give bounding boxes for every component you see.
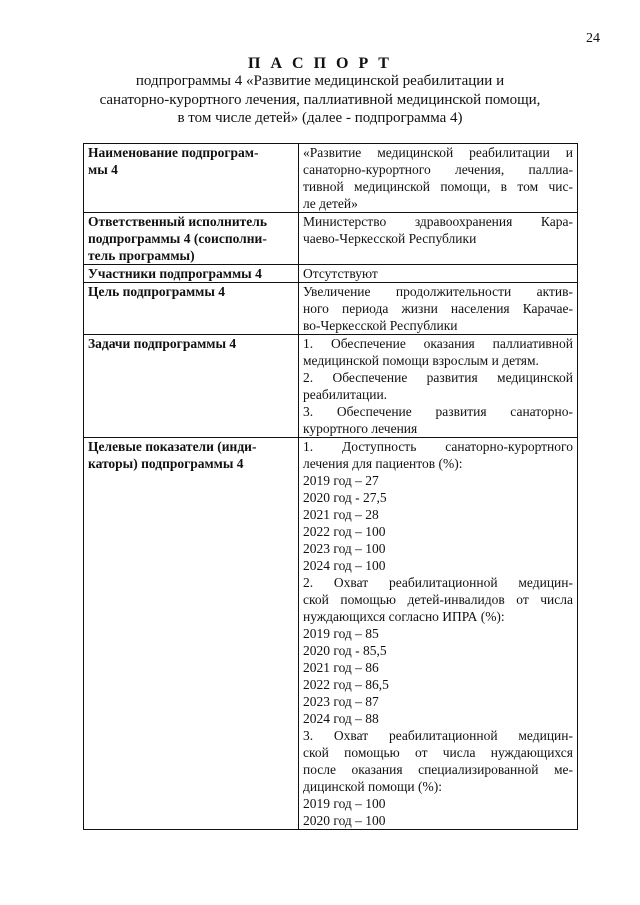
subtitle-line: подпрограммы 4 «Развитие медицинской реабилитации и (135, 73, 505, 89)
row-label-line: Цель подпрограммы 4 (88, 284, 226, 299)
row-value-cell (299, 335, 578, 438)
row-label-line: тель программы) (88, 248, 195, 263)
row-value-line: ле детей» (303, 196, 358, 211)
row-value-line: ного периода жизни населения Карачае- (303, 301, 573, 316)
row-value-line: 2023 год – 100 (303, 541, 386, 556)
row-value-line: курортного лечения (303, 421, 418, 436)
row-value-cell (299, 438, 578, 830)
row-value-line: дицинской помощи (%): (303, 779, 442, 794)
row-label-line: Задачи подпрограммы 4 (88, 336, 237, 351)
row-value-line: 3. Обеспечение развития санаторно- (303, 404, 573, 419)
row-label-cell (84, 265, 299, 283)
row-label-line: Ответственный исполнитель (88, 214, 267, 229)
row-value-line: тивной медицинской помощи, в том чис- (303, 179, 573, 194)
row-value-line: 2019 год – 85 (303, 626, 379, 641)
row-label-line: Участники подпрограммы 4 (88, 266, 262, 281)
row-value-line: медицинской помощи взрослым и детям. (303, 353, 539, 368)
row-value-line: 2023 год – 87 (303, 694, 379, 709)
row-value-line: 3. Охват реабилитационной медицин- (303, 728, 573, 743)
row-value-line: 2022 год – 86,5 (303, 677, 389, 692)
passport-table (83, 143, 578, 830)
row-value-line: реабилитации. (303, 387, 388, 402)
row-label-line: мы 4 (88, 162, 118, 177)
row-value-line: во-Черкесской Республики (303, 318, 458, 333)
row-value-cell (299, 283, 578, 335)
row-value-line: 2024 год – 100 (303, 558, 386, 573)
row-value-line: 2020 год - 85,5 (303, 643, 387, 658)
row-label-cell (84, 213, 299, 265)
row-label-line: подпрограммы 4 (соисполни- (88, 231, 267, 246)
row-value-line: санаторно-курортного лечения, паллиа- (303, 162, 573, 177)
row-value-line: нуждающихся согласно ИПРА (%): (303, 609, 505, 624)
subtitle-line: санаторно-курортного лечения, паллиативной медицинской помощи, (99, 91, 541, 108)
row-label-cell (84, 283, 299, 335)
row-value-line: 2019 год – 27 (303, 473, 379, 488)
row-value-line: ской помощью детей-инвалидов от числа (303, 592, 573, 607)
row-value-line: ской помощью от числа нуждающихся (303, 745, 573, 760)
table-row (84, 213, 578, 265)
row-value-line: лечения для пациентов (%): (303, 456, 463, 471)
document-title: П А С П О Р Т (248, 55, 392, 72)
row-value-line: 2019 год – 100 (303, 796, 386, 811)
row-value-line: Отсутствуют (303, 266, 378, 281)
row-value-line: 2022 год – 100 (303, 524, 386, 539)
row-value-line: 2020 год – 100 (303, 813, 386, 828)
row-label-line: Наименование подпрограм- (88, 145, 259, 160)
row-value-line: «Развитие медицинской реабилитации и (303, 145, 573, 160)
row-value-line: 2. Охват реабилитационной медицин- (303, 575, 573, 590)
subtitle-line: в том числе детей» (далее - подпрограмма 4) (177, 110, 463, 126)
row-value-line: 2021 год – 28 (303, 507, 379, 522)
row-value-line: Увеличение продолжительности актив- (303, 284, 573, 299)
row-label-line: каторы) подпрограммы 4 (88, 456, 244, 471)
table-row (84, 335, 578, 438)
row-value-line: 2024 год – 88 (303, 711, 379, 726)
row-label-cell (84, 144, 299, 213)
row-value-cell (299, 213, 578, 265)
row-value-line: 2020 год - 27,5 (303, 490, 387, 505)
table-row (84, 438, 578, 830)
row-label-cell (84, 438, 299, 830)
row-value-line: 1. Обеспечение оказания паллиативной (303, 336, 573, 351)
document-subtitle (60, 72, 580, 128)
row-value-line: 2021 год – 86 (303, 660, 379, 675)
row-label-cell (84, 335, 299, 438)
page-number: 24 (586, 31, 600, 46)
row-value-line: Министерство здравоохранения Кара- (303, 214, 573, 229)
row-value-line: после оказания специализированной ме- (303, 762, 573, 777)
row-label-line: Целевые показатели (инди- (88, 439, 257, 454)
row-value-cell (299, 265, 578, 283)
row-value-line: 2. Обеспечение развития медицинской (303, 370, 573, 385)
table-row (84, 144, 578, 213)
row-value-line: чаево-Черкесской Республики (303, 231, 477, 246)
table-row (84, 283, 578, 335)
row-value-cell (299, 144, 578, 213)
table-row (84, 265, 578, 283)
row-value-line: 1. Доступность санаторно-курортного (303, 439, 573, 454)
